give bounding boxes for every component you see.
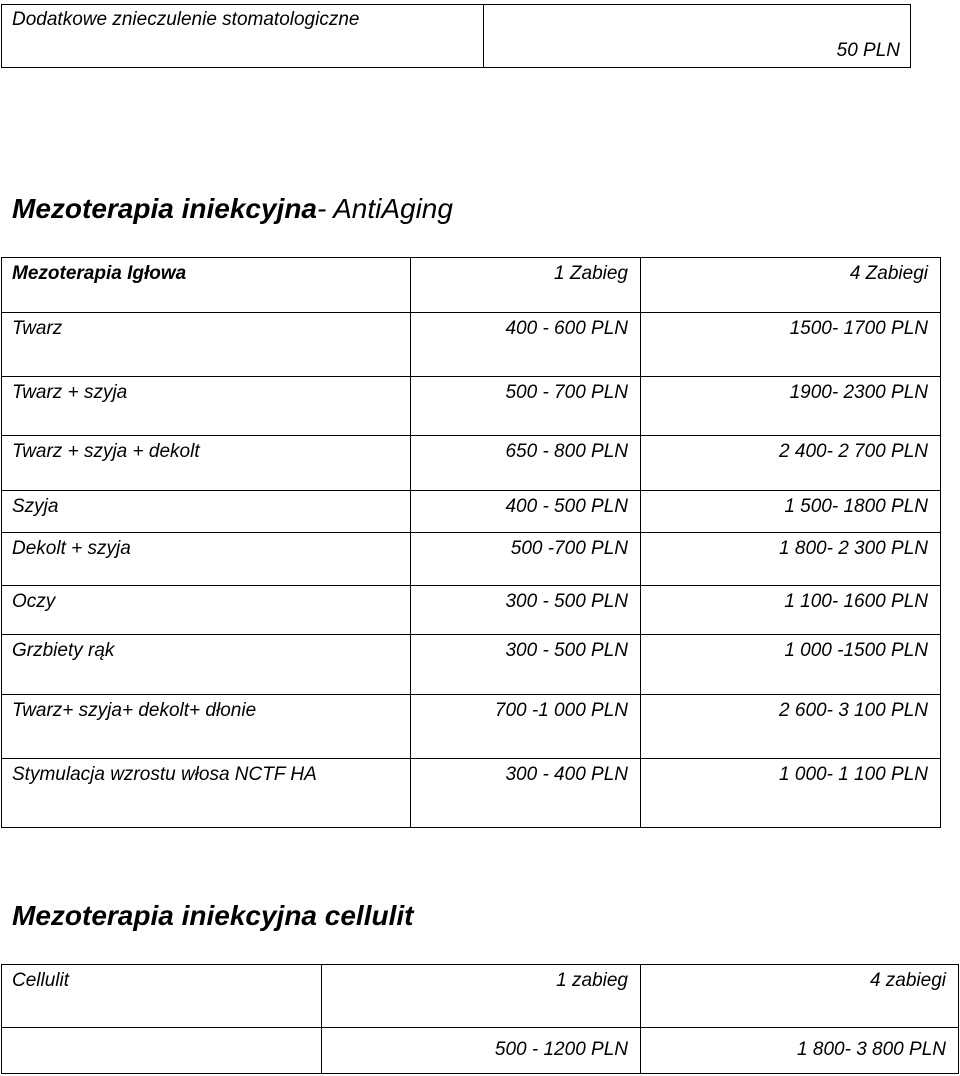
table-row — [2, 377, 941, 436]
table-row — [2, 695, 941, 759]
price-one-session: 650 - 800 PLN — [411, 436, 641, 491]
table-row — [2, 759, 941, 828]
price-four-sessions: 1 500- 1800 PLN — [641, 491, 941, 533]
section-title-rest: - AntiAging — [317, 193, 453, 224]
price-four-sessions: 1500- 1700 PLN — [641, 313, 941, 377]
table-row — [2, 586, 941, 635]
procedure-name: Twarz + szyja + dekolt — [2, 436, 411, 491]
price-one-session: 500 - 700 PLN — [411, 377, 641, 436]
cellulite-price-table — [1, 964, 959, 1074]
price-one-session: 300 - 500 PLN — [411, 586, 641, 635]
anesthesia-price: 50 PLN — [484, 5, 911, 68]
price-one-session: 400 - 500 PLN — [411, 491, 641, 533]
price-four-sessions: 1 800- 3 800 PLN — [641, 1028, 959, 1074]
section-title-bold: Mezoterapia iniekcyjna — [12, 193, 318, 224]
section-title-cellulite: Mezoterapia iniekcyjna cellulit — [12, 900, 414, 931]
procedure-name — [2, 1028, 322, 1074]
table-header-row — [2, 965, 959, 1028]
price-one-session: 700 -1 000 PLN — [411, 695, 641, 759]
table-row — [2, 491, 941, 533]
section-title-antiaging — [12, 193, 453, 225]
mesotherapy-price-table — [1, 257, 941, 828]
price-one-session: 500 -700 PLN — [411, 533, 641, 586]
table-row — [2, 533, 941, 586]
table-row — [2, 1028, 959, 1074]
table-row — [2, 5, 911, 68]
price-four-sessions: 2 400- 2 700 PLN — [641, 436, 941, 491]
price-four-sessions: 1 100- 1600 PLN — [641, 586, 941, 635]
header-four-sessions: 4 Zabiegi — [641, 258, 941, 313]
procedure-name: Dekolt + szyja — [2, 533, 411, 586]
price-four-sessions: 1 800- 2 300 PLN — [641, 533, 941, 586]
price-four-sessions: 1 000 -1500 PLN — [641, 635, 941, 695]
table-header-row — [2, 258, 941, 313]
price-one-session: 500 - 1200 PLN — [322, 1028, 641, 1074]
header-procedure: Cellulit — [2, 965, 322, 1028]
procedure-name: Grzbiety rąk — [2, 635, 411, 695]
header-procedure: Mezoterapia Igłowa — [2, 258, 411, 313]
table-row — [2, 313, 941, 377]
procedure-name: Oczy — [2, 586, 411, 635]
procedure-name: Twarz + szyja — [2, 377, 411, 436]
price-one-session: 300 - 400 PLN — [411, 759, 641, 828]
header-one-session: 1 Zabieg — [411, 258, 641, 313]
procedure-name: Twarz+ szyja+ dekolt+ dłonie — [2, 695, 411, 759]
price-one-session: 300 - 500 PLN — [411, 635, 641, 695]
procedure-name: Twarz — [2, 313, 411, 377]
table-row — [2, 436, 941, 491]
price-one-session: 400 - 600 PLN — [411, 313, 641, 377]
procedure-name: Szyja — [2, 491, 411, 533]
header-one-session: 1 zabieg — [322, 965, 641, 1028]
anesthesia-price-table — [1, 4, 911, 68]
price-four-sessions: 1900- 2300 PLN — [641, 377, 941, 436]
price-four-sessions: 1 000- 1 100 PLN — [641, 759, 941, 828]
header-four-sessions: 4 zabiegi — [641, 965, 959, 1028]
anesthesia-label: Dodatkowe znieczulenie stomatologiczne — [2, 5, 484, 68]
table-row — [2, 635, 941, 695]
procedure-name: Stymulacja wzrostu włosa NCTF HA — [2, 759, 411, 828]
price-four-sessions: 2 600- 3 100 PLN — [641, 695, 941, 759]
